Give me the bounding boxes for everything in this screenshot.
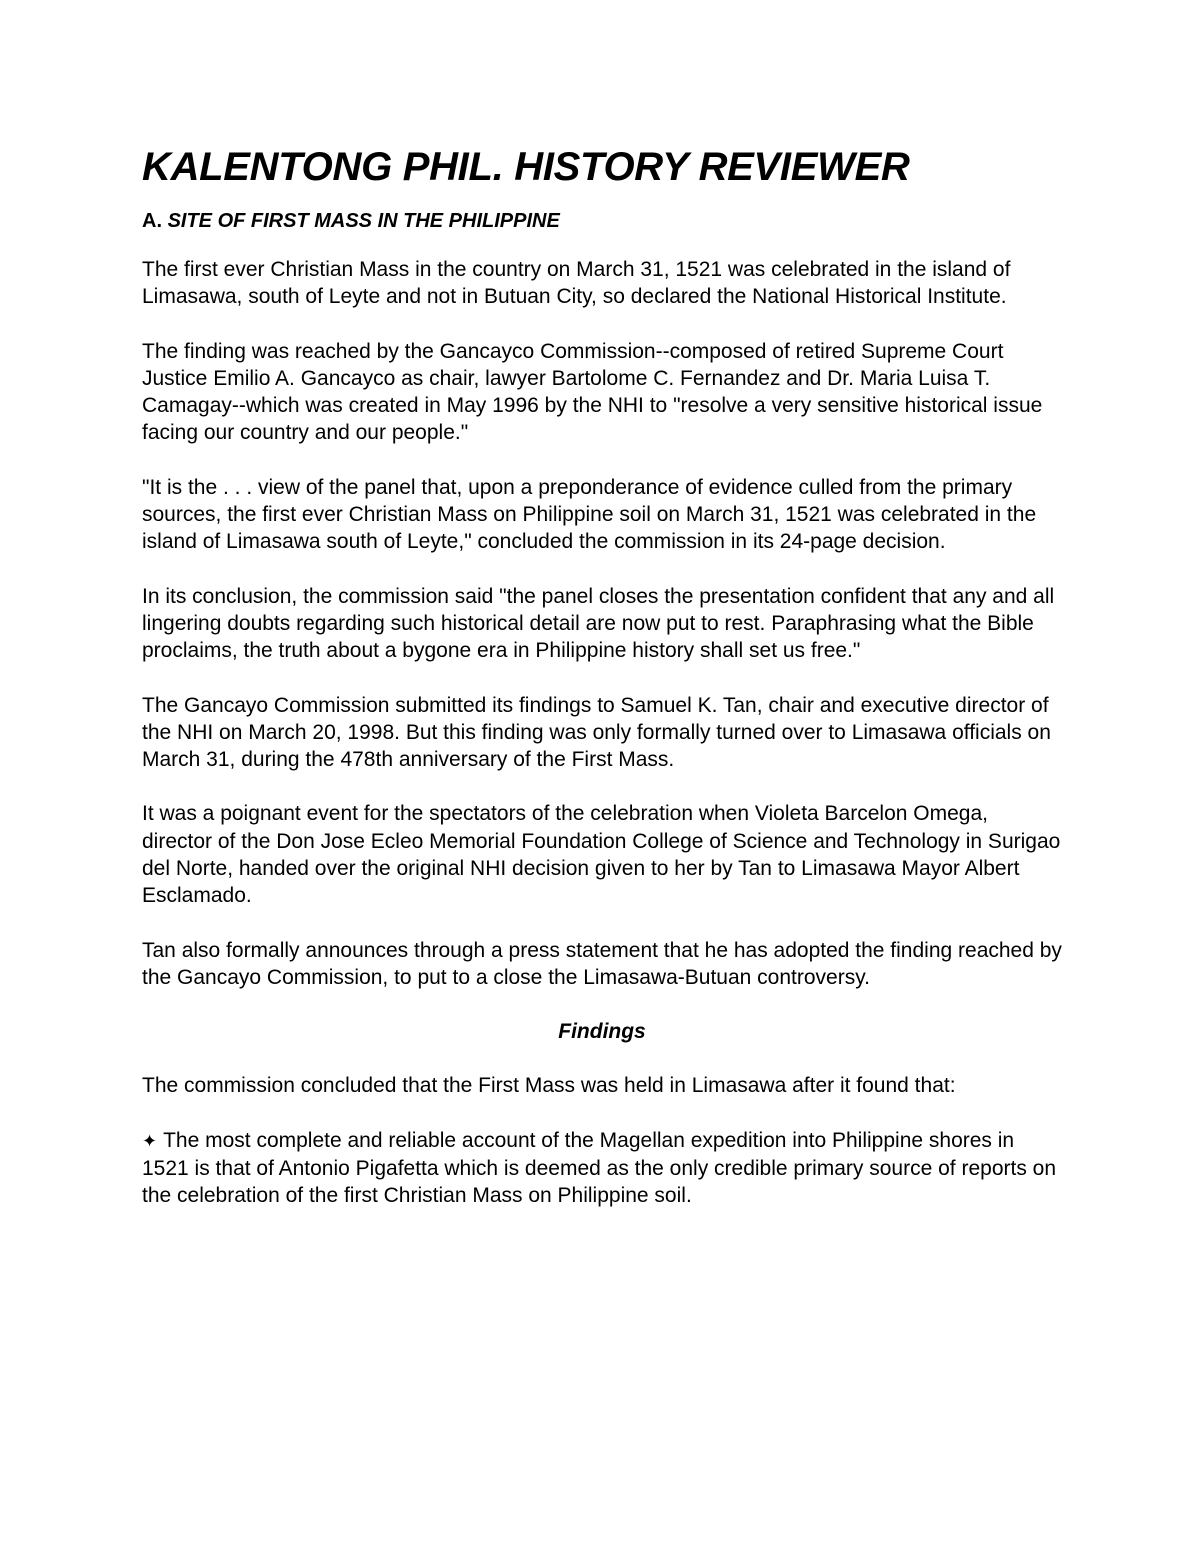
findings-bullet-item — [142, 1127, 1062, 1210]
bullet-text: The most complete and reliable account of the Magellan expedition into Philippine shores in 1521 is that of Antonio Pigafetta which is deemed as the only credible primary source of reports on the celebration of the first Christian Mass on Philippine soil. — [142, 1128, 1057, 1208]
paragraph: Tan also formally announces through a press statement that he has adopted the finding reached by the Gancayo Commission, to put to a close the Limasawa-Butuan controversy. — [142, 938, 1062, 989]
section-heading — [142, 208, 1062, 234]
document-page — [142, 140, 1062, 1209]
section-label: A. — [142, 210, 162, 232]
paragraph: The first ever Christian Mass in the country on March 31, 1521 was celebrated in the island of Limasawa, south of Leyte and not in Butuan City, so declared the National Historical Institute. — [142, 258, 1011, 309]
findings-intro: The commission concluded that the First Mass was held in Limasawa after it found that: — [142, 1074, 956, 1098]
four-pointed-star-icon: ✦ — [142, 1130, 158, 1151]
paragraph: The Gancayo Commission submitted its findings to Samuel K. Tan, chair and executive director of the NHI on March 20, 1998. But this finding was only formally turned over to Limasawa officials on March 31, during the 478th anniversary of the First Mass. — [142, 693, 1051, 772]
paragraph: In its conclusion, the commission said "the panel closes the presentation confident that any and all lingering doubts regarding such historical detail are now put to rest. Paraphrasing what the Bible proclaims, the truth about a bygone era in Philippine history shall set us free." — [142, 584, 1055, 663]
document-title: KALENTONG PHIL. HISTORY REVIEWER — [142, 145, 910, 189]
paragraph: "It is the . . . view of the panel that, upon a preponderance of evidence culled from the primary sources, the first ever Christian Mass on Philippine soil on March 31, 1521 was celebrated in the island of Limasawa south of Leyte," concluded the commission in its 24-page decision. — [142, 475, 1037, 554]
paragraph: It was a poignant event for the spectators of the celebration when Violeta Barcelon Omega, director of the Don Jose Ecleo Memorial Foundation College of Science and Technology in Surigao del Norte, handed over the original NHI decision given to her by Tan to Limasawa Mayor Albert Esclamado. — [142, 802, 1061, 908]
paragraph: The finding was reached by the Gancayco Commission--composed of retired Supreme Court Justice Emilio A. Gancayco as chair, lawyer Bartolome C. Fernandez and Dr. Maria Luisa T. Camagay--which was created in May 1996 by the NHI to "resolve a very sensitive historical issue facing our country and our people." — [142, 339, 1043, 445]
section-heading-text: SITE OF FIRST MASS IN THE PHILIPPINE — [167, 210, 560, 232]
findings-heading: Findings — [558, 1020, 646, 1044]
